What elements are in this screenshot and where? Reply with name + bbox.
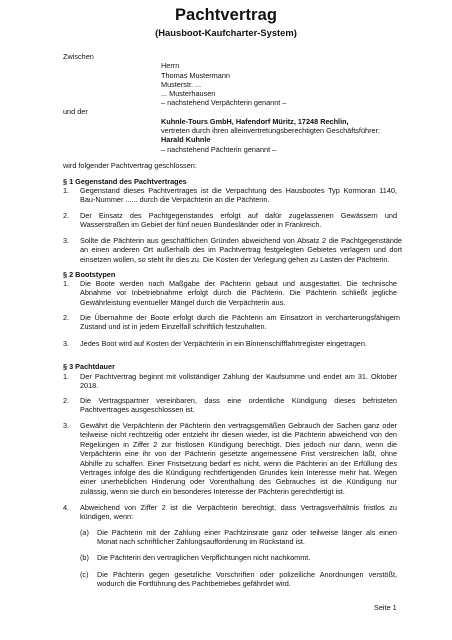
subitem-text: Die Pächterin gegen gesetzliche Vorschriften oder polizeiliche Anordnungen verstößt, wodurch die Fortführung des Pachtbetriebes gefährdet wird. [97, 570, 397, 589]
page-number: Seite 1 [374, 603, 397, 612]
item-number: 1. [63, 279, 70, 288]
pachter-line: – nachstehend Pächterin genannt – [161, 145, 277, 154]
party-line: ... Musterhausen [161, 89, 216, 98]
label-und-der: und der [63, 107, 88, 116]
item-number: 2. [63, 396, 70, 405]
label-zwischen: Zwischen [63, 52, 94, 61]
party-line: Musterstr. ... [161, 80, 202, 89]
subitem-text: Die Pächterin mit der Zahlung einer Pachtzinsrate ganz oder teilweise länger als einen Monat nach schriftlicher Zahlungsaufforderung im Rückstand ist. [97, 528, 397, 547]
party-line: Thomas Mustermann [161, 71, 230, 80]
item-text: Sollte die Pächterin aus geschäftlichen Gründen abweichend von Absatz 2 die Pachtgegenstände an einen anderen Ort außerhalb des im Pachtvertrag festgelegten Gebietes verlagern und dort einsetzen wollen, so steht ihr dies zu. Die Kosten der Verlegung gehen zu Lasten der Pächterin. [80, 236, 402, 264]
party-line: Herrn [161, 61, 180, 70]
item-number: 2. [63, 211, 70, 220]
item-number: 3. [63, 421, 70, 430]
item-text: Die Übernahme der Boote erfolgt durch die Pächterin am Einsatzort in vercharterungsfähigem Zustand und ist in jedem Einzelfall schriftlich festzuhalten. [80, 313, 400, 332]
item-number: 3. [63, 339, 70, 348]
subitem-letter: (b) [80, 553, 89, 562]
subitem-letter: (c) [80, 570, 89, 579]
intro-text: wird folgender Pachtvertrag geschlossen: [63, 161, 197, 170]
item-text: Gegenstand dieses Pachtvertrages ist die Verpachtung des Hausbootes Typ Kormoran 1140, Bau-Nummer ...... durch die Verpächterin an die Pächterin. [80, 186, 397, 205]
item-text: Die Vertragspartner vereinbaren, dass eine ordentliche Kündigung dieses befristeten Pachtvertrages ausgeschlossen ist. [80, 396, 397, 415]
section-heading: § 1 Gegenstand des Pachtvertrages [63, 177, 187, 186]
document-subtitle: (Hausboot-Kaufcharter-System) [155, 27, 297, 38]
subitem-text: Die Pächterin den vertraglichen Verpflichtungen nicht nachkommt. [97, 553, 311, 562]
section-heading: § 2 Bootstypen [63, 270, 116, 279]
item-number: 1. [63, 186, 70, 195]
represented-line: vertreten durch ihren alleinvertretungsberechtigten Geschäftsführer: [161, 126, 381, 135]
item-text: Die Boote werden nach Maßgabe der Pächterin gebaut und ausgestattet. Die technische Abnahme vor Inbetriebnahme erfolgt durch die Pächterin. Die Pächterin schließt jegliche Gewährleistung eventueller Mängel durch die Verpächterin aus. [80, 279, 397, 307]
manager-name: Harald Kuhnle [161, 135, 211, 144]
item-number: 4. [63, 503, 70, 512]
item-text: Der Einsatz des Pachtgegenstandes erfolgt auf dafür zugelassenen Gewässern und Wasserstraßen im Gebiet der fünf neuen Bundesländer oder in Frankreich. [80, 211, 397, 230]
item-number: 2. [63, 313, 70, 322]
item-number: 3. [63, 236, 70, 245]
document-title: Pachtvertrag [174, 6, 278, 24]
item-text: Gewährt die Verpächterin der Pächterin den vertragsgemäßen Gebrauch der Sachen ganz oder teilweise nicht rechtzeitig oder entzieht ihr diesen wieder, ist die Pächterin abweichend von den Regelungen in Ziffer 2 zur fristlosen Kündigung berechtigt. Dies jedoch nur dann, wenn die Verpächterin eine ihr von der Pächterin gesetzte angemessene Frist verstreichen läßt, ohne Abhilfe zu schaffen. Einer Fristsetzung bedarf es nicht, wenn die Pächterin an der Erfüllung des Vertrages infolge des die Kündigung rechtfertigenden Grundes kein Interesse mehr hat. Wegen einer unerheblichen Hinderung oder Vorenthaltung des Gebrauches ist die Kündigung nur zulässig, wenn sie durch ein besonderes Interesse der Pächterin gerechtfertigt ist. [80, 421, 397, 496]
item-text: Der Pachtvertrag beginnt mit vollständiger Zahlung der Kaufsumme und endet am 31. Oktober 2018. [80, 372, 397, 391]
party-line: – nachstehend Verpächterin genannt – [161, 98, 287, 107]
section-heading: § 3 Pachtdauer [63, 362, 115, 371]
item-number: 1. [63, 372, 70, 381]
item-text: Abweichend von Ziffer 2 ist die Verpächterin berechtigt, dass Vertragsverhältnis fristlos zu kündigen, wenn: [80, 503, 397, 522]
item-text: Jedes Boot wird auf Kosten der Verpächterin in ein Binnenschifffahrtregister eingetragen. [80, 339, 367, 348]
company-name: Kuhnle-Tours GmbH, Hafendorf Müritz, 17248 Rechlin, [161, 117, 349, 126]
subitem-letter: (a) [80, 528, 89, 537]
